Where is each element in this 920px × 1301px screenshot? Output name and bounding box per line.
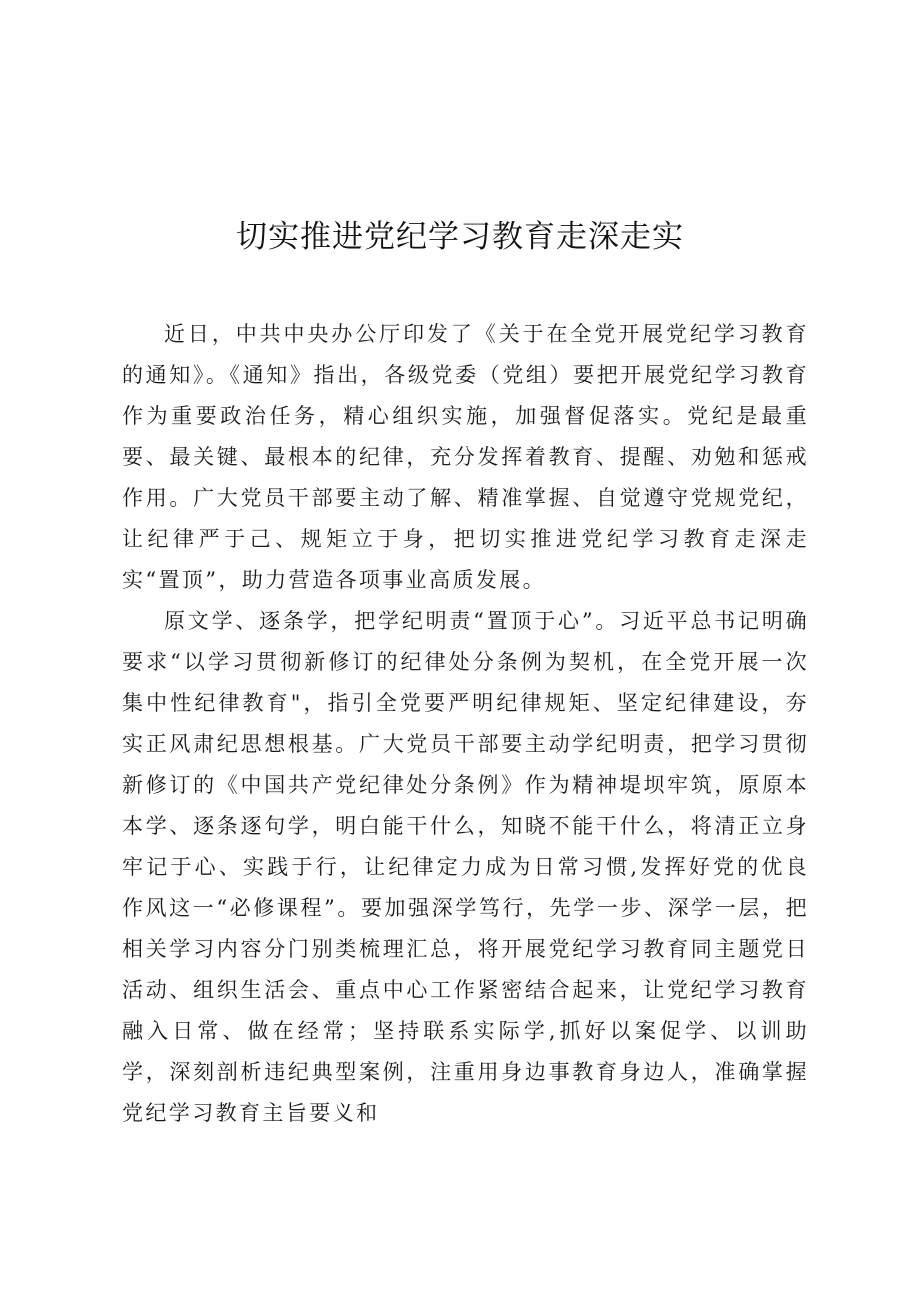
- paragraph-2: 原文学、逐条学，把学纪明责“置顶于心”。习近平总书记明确要求“以学习贯彻新修订的纪律处分条例为契机，在全党开展一次集中性纪律教育"，指引全党要严明纪律规矩、坚定纪律建设，夯实正风肃纪思想根基。广大党员干部要主动学纪明责，把学习贯彻新修订的《中国共产党纪律处分条例》作为精神堤坝牢筑，原原本本学、逐条逐句学，明白能干什么，知晓不能干什么，将清正立身牢记于心、实践于行，让纪律定力成为日常习惯,发挥好党的优良作风这一“必修课程”。要加强深学笃行，先学一步、深学一层，把相关学习内容分门别类梳理汇总，将开展党纪学习教育同主题党日活动、组织生活会、重点中心工作紧密结合起来，让党纪学习教育融入日常、做在经常；坚持联系实际学,抓好以案促学、以训助学，深刻剖析违纪典型案例，注重用身边事教育身边人，准确掌握党纪学习教育主旨要义和: [122, 609, 809, 1125]
- document-title: 切实推进党纪学习教育走深走实: [236, 219, 684, 255]
- paragraph-1: 近日，中共中央办公厅印发了《关于在全党开展党纪学习教育的通知》。《通知》指出，各级党委（党组）要把开展党纪学习教育作为重要政治任务，精心组织实施，加强督促落实。党纪是最重要、最关键、最根本的纪律，充分发挥着教育、提醒、劝勉和惩戒作用。广大党员干部要主动了解、精准掌握、自觉遵守党规党纪，让纪律严于己、规矩立于身，把切实推进党纪学习教育走深走实“置顶”，助力营造各项事业高质发展。: [122, 322, 809, 592]
- document-body: [122, 314, 809, 1134]
